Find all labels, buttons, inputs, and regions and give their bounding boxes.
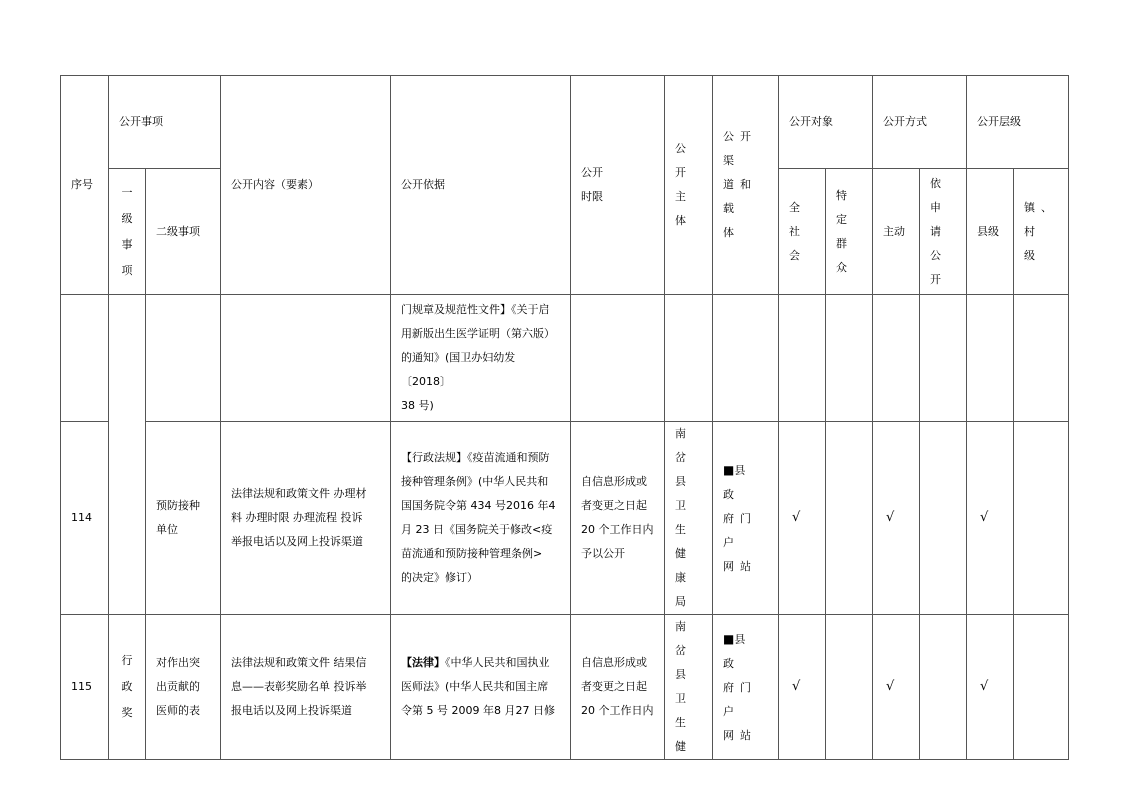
cell-seq: 115 <box>61 615 109 760</box>
square-bullet-icon: ■ <box>723 462 735 477</box>
table-row <box>61 422 1069 615</box>
cell-tier-town <box>1014 295 1069 422</box>
cell-channel: ■县政 府门户 网站 <box>713 615 779 760</box>
cell-method-request <box>920 615 967 760</box>
header-tier-county: 县级 <box>967 169 1014 295</box>
square-bullet-icon: ■ <box>723 631 735 646</box>
cell-channel: ■县政 府门户 网站 <box>713 422 779 615</box>
header-time-limit: 公开 时限 <box>571 76 665 295</box>
disclosure-table <box>60 75 1069 760</box>
cell-tier-town <box>1014 422 1069 615</box>
header-content: 公开内容（要素） <box>221 76 391 295</box>
cell-target-all <box>779 295 826 422</box>
header-seq: 序号 <box>61 76 109 295</box>
check-icon: √ <box>779 422 826 615</box>
cell-level1 <box>109 295 146 615</box>
cell-method-active <box>873 295 920 422</box>
header-method-active: 主动 <box>873 169 920 295</box>
cell-target-specific <box>826 295 873 422</box>
header-row-1 <box>61 76 1069 169</box>
header-basis: 公开依据 <box>391 76 571 295</box>
cell-level2: 预防接种 单位 <box>146 422 221 615</box>
cell-basis: 门规章及规范性文件】《关于启 用新版出生医学证明（第六版） 的通知》(国卫办妇幼发〔2018〕 38 号) <box>391 295 571 422</box>
header-tier-town: 镇、 村 级 <box>1014 169 1069 295</box>
cell-time-limit <box>571 295 665 422</box>
cell-channel <box>713 295 779 422</box>
cell-content <box>221 295 391 422</box>
cell-time-limit: 自信息形成或 者变更之日起 20 个工作日内 予以公开 <box>571 422 665 615</box>
cell-method-request <box>920 295 967 422</box>
header-method: 公开方式 <box>873 76 967 169</box>
header-method-request: 依申 请公 开 <box>920 169 967 295</box>
header-target-specific: 特定 群众 <box>826 169 873 295</box>
check-icon: √ <box>967 615 1014 760</box>
cell-subject: 南岔 县卫 生健 <box>665 615 713 760</box>
table-row <box>61 615 1069 760</box>
cell-tier-town <box>1014 615 1069 760</box>
header-tier: 公开层级 <box>967 76 1069 169</box>
table-row <box>61 295 1069 422</box>
check-icon: √ <box>779 615 826 760</box>
check-icon: √ <box>873 422 920 615</box>
cell-subject <box>665 295 713 422</box>
cell-level1: 行 政 奖 <box>109 615 146 760</box>
check-icon: √ <box>873 615 920 760</box>
cell-content: 法律法规和政策文件 结果信 息——表彰奖励名单 投诉举 报电话以及网上投诉渠道 <box>221 615 391 760</box>
check-icon: √ <box>967 422 1014 615</box>
cell-seq: 114 <box>61 422 109 615</box>
cell-target-specific <box>826 422 873 615</box>
cell-level2 <box>146 295 221 422</box>
cell-method-request <box>920 422 967 615</box>
cell-content: 法律法规和政策文件 办理材 料 办理时限 办理流程 投诉 举报电话以及网上投诉渠道 <box>221 422 391 615</box>
cell-level2: 对作出突 出贡献的 医师的表 <box>146 615 221 760</box>
header-target-all: 全社 会 <box>779 169 826 295</box>
cell-seq <box>61 295 109 422</box>
cell-subject: 南岔 县卫 生健 康局 <box>665 422 713 615</box>
header-level1: 一 级 事 项 <box>109 169 146 295</box>
cell-tier-county <box>967 295 1014 422</box>
header-channel: 公开渠 道和载 体 <box>713 76 779 295</box>
header-target: 公开对象 <box>779 76 873 169</box>
cell-target-specific <box>826 615 873 760</box>
cell-basis: 【法律】《中华人民共和国执业 医师法》(中华人民共和国主席 令第 5 号 2009 年8 月27 日修 <box>391 615 571 760</box>
cell-basis: 【行政法规】《疫苗流通和预防 接种管理条例》(中华人民共和 国国务院令第 434 号2016 年4 月 23 日《国务院关于修改<疫 苗流通和预防接种管理条例> 的决定》修订） <box>391 422 571 615</box>
header-level2: 二级事项 <box>146 169 221 295</box>
cell-time-limit: 自信息形成或 者变更之日起 20 个工作日内 <box>571 615 665 760</box>
header-item: 公开事项 <box>109 76 221 169</box>
header-subject: 公开 主体 <box>665 76 713 295</box>
